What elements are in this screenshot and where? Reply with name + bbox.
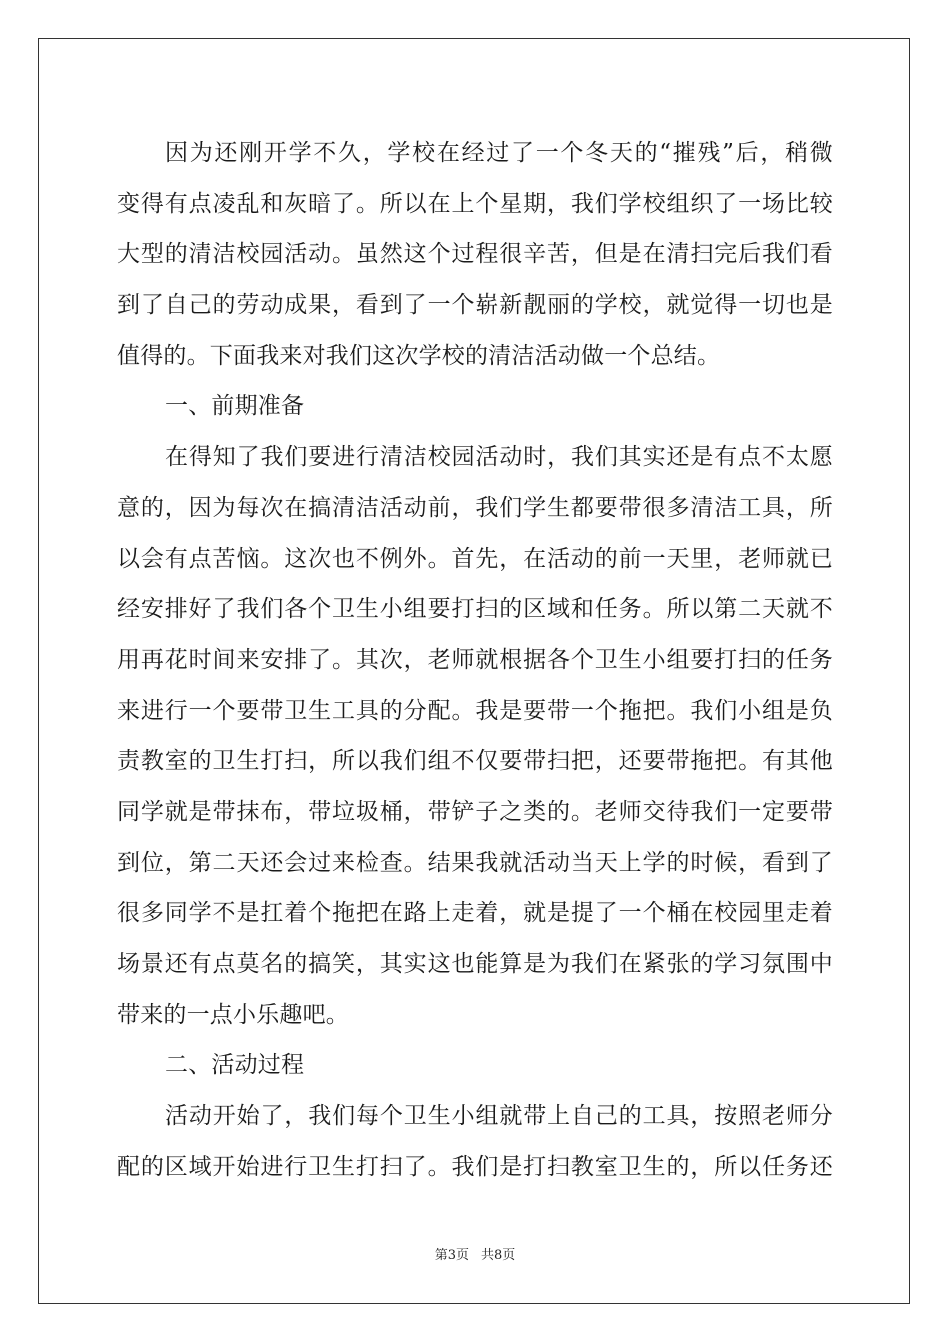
paragraph-line: 场景还有点莫名的搞笑，其实这也能算是为我们在紧张的学习氛围中 bbox=[117, 951, 833, 977]
paragraph-line: 到了自己的劳动成果，看到了一个崭新靓丽的学校，就觉得一切也是 bbox=[117, 292, 833, 319]
paragraph-line: 带来的一点小乐趣吧。 bbox=[117, 1001, 349, 1028]
page-number-current: 第3页 bbox=[434, 1248, 469, 1263]
paragraph-line: 用再花时间来安排了。其次，老师就根据各个卫生小组要打扫的任务 bbox=[117, 646, 833, 673]
paragraph-line: 经安排好了我们各个卫生小组要打扫的区域和任务。所以第二天就不 bbox=[117, 596, 833, 623]
paragraph-line: 到位，第二天还会过来检查。结果我就活动当天上学的时候，看到了 bbox=[117, 849, 833, 876]
paragraph-line: 意的，因为每次在搞清洁活动前，我们学生都要带很多清洁工具，所 bbox=[117, 494, 833, 521]
page-footer bbox=[0, 1244, 950, 1263]
paragraph-line: 来进行一个要带卫生工具的分配。我是要带一个拖把。我们小组是负 bbox=[117, 697, 833, 724]
section-heading: 一、前期准备 bbox=[165, 393, 305, 420]
paragraph-line: 大型的清洁校园活动。虽然这个过程很辛苦，但是在清扫完后我们看 bbox=[117, 241, 833, 268]
paragraph-line: 因为还刚开学不久，学校在经过了一个冬天的“摧残”后，稍微 bbox=[165, 140, 833, 166]
paragraph-line: 值得的。下面我来对我们这次学校的清洁活动做一个总结。 bbox=[117, 342, 721, 369]
paragraph-line: 很多同学不是扛着个拖把在路上走着，就是提了一个桶在校园里走着 bbox=[117, 900, 833, 927]
paragraph-line: 责教室的卫生打扫，所以我们组不仅要带扫把，还要带拖把。有其他 bbox=[117, 748, 833, 775]
paragraph-line: 在得知了我们要进行清洁校园活动时，我们其实还是有点不太愿 bbox=[165, 444, 833, 471]
section-heading: 二、活动过程 bbox=[165, 1052, 305, 1079]
paragraph-line: 变得有点凌乱和灰暗了。所以在上个星期，我们学校组织了一场比较 bbox=[117, 190, 833, 217]
page-number-total: 共8页 bbox=[481, 1248, 516, 1263]
document-body bbox=[117, 128, 833, 1192]
paragraph-line: 以会有点苦恼。这次也不例外。首先，在活动的前一天里，老师就已 bbox=[117, 545, 833, 572]
paragraph-line: 活动开始了，我们每个卫生小组就带上自己的工具，按照老师分 bbox=[165, 1103, 833, 1130]
paragraph-line: 配的区域开始进行卫生打扫了。我们是打扫教室卫生的，所以任务还 bbox=[117, 1153, 833, 1180]
paragraph-line: 同学就是带抹布，带垃圾桶，带铲子之类的。老师交待我们一定要带 bbox=[117, 798, 833, 825]
